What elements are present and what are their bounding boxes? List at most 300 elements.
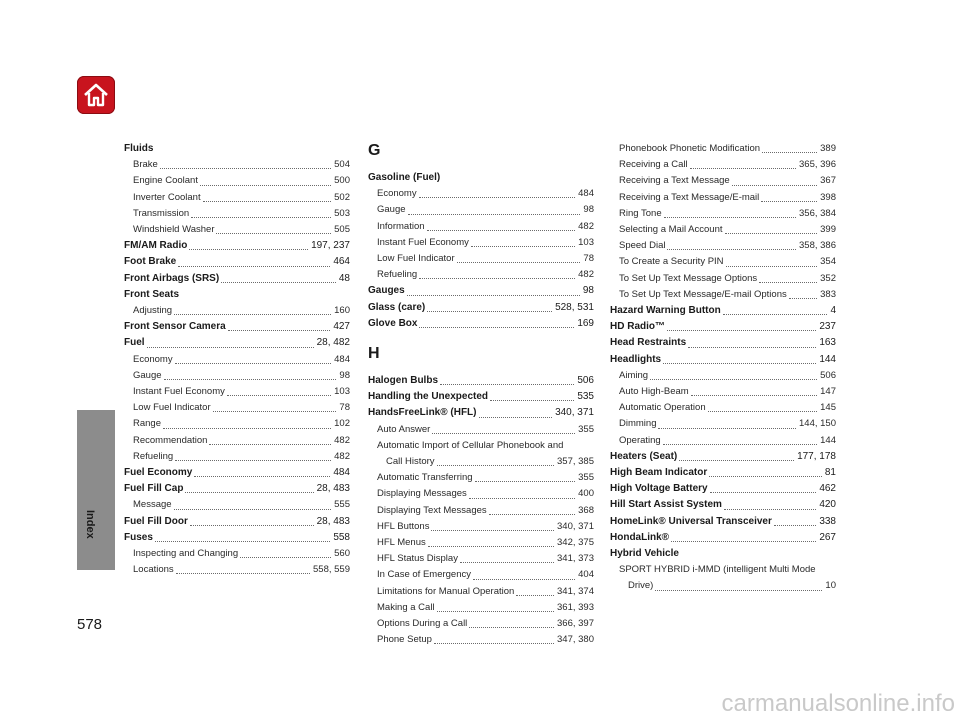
index-subentry[interactable] (610, 562, 836, 578)
entry-text: Gasoline (Fuel) (368, 172, 441, 183)
entry-text: Front Sensor Camera (124, 321, 226, 333)
entry-text: HondaLink® (610, 531, 670, 543)
page-reference[interactable]: 484 (578, 188, 594, 200)
page-reference[interactable]: 177, 178 (797, 450, 836, 462)
page-reference[interactable]: 500 (334, 175, 350, 187)
page-reference[interactable]: 535 (577, 391, 594, 403)
page-reference[interactable]: 197, 237 (311, 240, 350, 252)
index-subentry[interactable] (124, 416, 350, 432)
entry-text: Transmission (133, 207, 190, 219)
entry-text: Economy (133, 353, 173, 365)
entry-text: Automatic Transferring (377, 472, 473, 484)
dot-leader (419, 197, 576, 198)
page-reference[interactable]: 78 (583, 253, 594, 265)
dot-leader (457, 262, 581, 263)
index-subentry[interactable] (610, 433, 836, 449)
index-entry[interactable] (124, 319, 350, 335)
index-subentry[interactable] (610, 157, 836, 173)
dot-leader (428, 546, 554, 547)
page-reference[interactable]: 389 (820, 143, 836, 154)
index-subentry[interactable] (368, 438, 594, 454)
page-reference[interactable]: 404 (578, 569, 594, 581)
index-subentry[interactable] (610, 254, 836, 270)
index-subentry[interactable] (368, 235, 594, 251)
dot-leader (419, 278, 575, 279)
page-reference[interactable]: 28, 483 (316, 515, 350, 527)
dot-leader (164, 379, 337, 380)
entry-text: High Beam Indicator (610, 467, 708, 479)
entry-text: Engine Coolant (133, 175, 198, 187)
index-subentry[interactable] (610, 400, 836, 416)
index-side-tab-label: Index (84, 510, 96, 539)
index-subentry[interactable] (610, 206, 836, 222)
dot-leader (437, 465, 554, 466)
entry-text: Inverter Coolant (133, 191, 201, 203)
dot-leader (185, 492, 313, 493)
dot-leader (460, 562, 554, 563)
entry-text: Speed Dial (619, 240, 666, 252)
dot-leader (708, 411, 818, 412)
page-reference[interactable]: 144 (819, 353, 836, 365)
entry-text: Instant Fuel Economy (133, 386, 225, 398)
entry-text: Fuel Fill Cap (124, 483, 184, 495)
entry-text: Windshield Washer (133, 224, 215, 236)
dot-leader (691, 395, 817, 396)
index-subentry[interactable] (368, 202, 594, 218)
page-reference[interactable]: 103 (578, 236, 594, 248)
dot-leader (227, 395, 331, 396)
entry-text: Fuel Economy (124, 467, 193, 479)
index-subentry[interactable] (124, 190, 350, 206)
index-column-1 (124, 141, 350, 578)
index-subentry[interactable] (368, 567, 594, 583)
index-subentry[interactable] (124, 368, 350, 384)
page-reference[interactable]: 98 (583, 204, 594, 216)
page-reference[interactable]: 482 (334, 434, 350, 446)
index-entry[interactable] (610, 481, 836, 497)
entry-text: FM/AM Radio (124, 240, 188, 252)
index-subentry[interactable] (610, 416, 836, 432)
index-subentry[interactable] (610, 368, 836, 384)
page-reference[interactable]: 267 (819, 531, 836, 543)
page-reference[interactable]: 144, 150 (799, 418, 836, 430)
entry-text: Ring Tone (619, 207, 662, 219)
entry-text: Front Seats (124, 288, 180, 300)
entry-text: Hazard Warning Button (610, 305, 721, 317)
entry-text: Adjusting (133, 305, 173, 317)
dot-leader (469, 627, 554, 628)
entry-text: Locations (133, 564, 174, 576)
entry-text: Call History (386, 456, 435, 468)
index-subentry[interactable] (610, 238, 836, 254)
entry-text: Receiving a Text Message/E-mail (619, 191, 760, 203)
entry-text: Inspecting and Changing (133, 548, 239, 560)
page-reference[interactable]: 28, 482 (316, 337, 350, 349)
index-entry[interactable] (610, 303, 836, 319)
index-entry[interactable] (124, 141, 350, 157)
index-subentry[interactable] (124, 173, 350, 189)
entry-text: Halogen Bulbs (368, 375, 439, 387)
entry-text: Auto Answer (377, 423, 431, 435)
dot-leader (688, 347, 816, 348)
page-reference[interactable]: 354 (820, 256, 836, 268)
dot-leader (671, 541, 816, 542)
page-reference[interactable]: 356, 384 (799, 207, 836, 219)
dot-leader (213, 411, 337, 412)
dot-leader (667, 330, 816, 331)
index-subentry[interactable] (124, 449, 350, 465)
entry-text: In Case of Emergency (377, 569, 471, 581)
entry-text: Making a Call (377, 601, 435, 613)
dot-leader (723, 314, 828, 315)
page-reference[interactable]: 81 (824, 467, 836, 479)
home-button[interactable] (77, 76, 115, 114)
index-entry[interactable] (368, 170, 594, 186)
dot-leader (762, 152, 817, 153)
page-reference[interactable]: 400 (578, 488, 594, 500)
page-reference[interactable]: 341, 374 (557, 585, 594, 597)
index-subentry[interactable] (610, 190, 836, 206)
dot-leader (209, 444, 331, 445)
page-reference[interactable]: 341, 373 (557, 553, 594, 565)
page-reference[interactable]: 145 (820, 402, 836, 414)
page-reference[interactable]: 102 (334, 418, 350, 430)
dot-leader (475, 481, 576, 482)
index-subentry[interactable] (124, 546, 350, 562)
page-reference[interactable]: 10 (825, 580, 836, 592)
entry-text: Hill Start Assist System (610, 499, 722, 511)
page-reference[interactable]: 365, 396 (799, 159, 836, 171)
dot-leader (431, 530, 554, 531)
dot-leader (479, 417, 553, 418)
dot-leader (175, 363, 332, 364)
entry-text: To Set Up Text Message/E-mail Options (619, 288, 787, 300)
page-reference[interactable]: 352 (820, 272, 836, 284)
page-reference[interactable]: 361, 393 (557, 601, 594, 613)
page-reference[interactable]: 78 (339, 402, 350, 414)
index-entry[interactable] (610, 514, 836, 530)
entry-text: Automatic Import of Cellular Phonebook and (377, 439, 564, 451)
index-entry[interactable] (610, 465, 836, 481)
entry-text: Heaters (Seat) (610, 450, 678, 462)
page-reference[interactable]: 237 (819, 321, 836, 333)
index-subentry[interactable] (124, 433, 350, 449)
entry-text: Front Airbags (SRS) (124, 272, 220, 284)
entry-text: HFL Menus (377, 537, 426, 549)
page-reference[interactable]: 355 (578, 423, 594, 435)
dot-leader (407, 295, 580, 296)
dot-leader (469, 498, 575, 499)
index-subentry[interactable] (124, 157, 350, 173)
entry-text: HD Radio™ (610, 321, 665, 333)
index-subentry[interactable] (124, 222, 350, 238)
dot-leader (663, 363, 816, 364)
entry-text: Headlights (610, 353, 662, 365)
dot-leader (427, 311, 552, 312)
entry-text: Automatic Operation (619, 402, 706, 414)
page-reference[interactable]: 427 (333, 321, 350, 333)
watermark: carmanualsonline.info (721, 690, 955, 717)
index-subentry[interactable] (368, 584, 594, 600)
index-entry[interactable] (368, 405, 594, 421)
page-reference[interactable]: 462 (819, 483, 836, 495)
dot-leader (490, 400, 574, 401)
page-reference[interactable]: 347, 380 (557, 634, 594, 646)
dot-leader (658, 428, 796, 429)
index-entry[interactable] (124, 238, 350, 254)
dot-leader (437, 611, 554, 612)
page-reference[interactable]: 98 (339, 369, 350, 381)
page-reference[interactable]: 558 (333, 531, 350, 543)
entry-text: Aiming (619, 369, 649, 381)
dot-leader (194, 476, 330, 477)
entry-text: Phonebook Phonetic Modification (619, 143, 761, 154)
page-reference[interactable]: 399 (820, 224, 836, 236)
index-subentry[interactable] (368, 470, 594, 486)
page-reference[interactable]: 482 (334, 450, 350, 462)
page-reference[interactable]: 482 (578, 269, 594, 281)
page-reference[interactable]: 160 (334, 305, 350, 317)
entry-text: Hybrid Vehicle (610, 548, 679, 560)
dot-leader (203, 201, 332, 202)
entry-text: Instant Fuel Economy (377, 236, 469, 248)
index-subentry[interactable] (124, 562, 350, 578)
index-side-tab[interactable] (77, 410, 115, 570)
index-subentry[interactable] (124, 497, 350, 513)
index-subentry[interactable] (610, 222, 836, 238)
entry-text: Drive) (628, 580, 654, 592)
dot-leader (667, 249, 796, 250)
entry-text: Low Fuel Indicator (377, 253, 455, 265)
page-reference[interactable]: 484 (334, 353, 350, 365)
dot-leader (200, 185, 331, 186)
entry-text: Operating (619, 434, 661, 446)
page-reference[interactable]: 366, 397 (557, 618, 594, 630)
dot-leader (147, 347, 314, 348)
index-subentry[interactable] (610, 287, 836, 303)
dot-leader (679, 460, 794, 461)
page-reference[interactable]: 555 (334, 499, 350, 511)
dot-leader (473, 579, 575, 580)
index-entry[interactable] (610, 530, 836, 546)
dot-leader (216, 233, 331, 234)
index-entry[interactable] (368, 300, 594, 316)
index-subentry[interactable] (368, 186, 594, 202)
index-entry[interactable] (368, 283, 594, 299)
entry-text: HomeLink® Universal Transceiver (610, 515, 772, 527)
dot-leader (419, 327, 574, 328)
entry-text: Displaying Messages (377, 488, 467, 500)
dot-leader (650, 379, 817, 380)
dot-leader (759, 282, 817, 283)
index-entry[interactable] (124, 335, 350, 351)
index-subentry[interactable] (124, 400, 350, 416)
index-entry[interactable] (124, 481, 350, 497)
entry-text: Range (133, 418, 161, 430)
index-subentry[interactable] (124, 206, 350, 222)
index-subentry[interactable] (368, 600, 594, 616)
index-subentry[interactable] (368, 422, 594, 438)
page-reference[interactable]: 505 (334, 224, 350, 236)
entry-text: Brake (133, 159, 158, 171)
dot-leader (440, 384, 574, 385)
index-entry[interactable] (124, 465, 350, 481)
page-reference[interactable]: 558, 559 (313, 564, 350, 576)
dot-leader (163, 428, 331, 429)
entry-text: Information (377, 220, 425, 232)
index-subentry[interactable] (610, 271, 836, 287)
page-reference[interactable]: 482 (578, 220, 594, 232)
dot-leader (516, 595, 554, 596)
section-letter-h: H (368, 345, 380, 363)
dot-leader (774, 525, 816, 526)
page-reference[interactable]: 484 (333, 467, 350, 479)
index-subentry[interactable] (610, 384, 836, 400)
index-subentry[interactable] (368, 503, 594, 519)
entry-text: To Set Up Text Message Options (619, 272, 758, 284)
page-reference[interactable]: 103 (334, 386, 350, 398)
page-reference[interactable]: 502 (334, 191, 350, 203)
page-reference[interactable]: 398 (820, 191, 836, 203)
dot-leader (690, 168, 796, 169)
page-reference[interactable]: 4 (830, 305, 836, 317)
page-reference[interactable]: 355 (578, 472, 594, 484)
dot-leader (434, 643, 554, 644)
index-entry[interactable] (610, 319, 836, 335)
entry-text: Refueling (377, 269, 418, 281)
entry-text: Limitations for Manual Operation (377, 585, 515, 597)
index-subentry[interactable] (124, 352, 350, 368)
index-entry[interactable] (124, 254, 350, 270)
dot-leader (732, 185, 817, 186)
dot-leader (174, 314, 331, 315)
index-subentry[interactable] (368, 535, 594, 551)
dot-leader (190, 525, 314, 526)
entry-text: Receiving a Text Message (619, 175, 730, 187)
index-subentry[interactable] (368, 551, 594, 567)
page-reference[interactable]: 504 (334, 159, 350, 171)
dot-leader (432, 433, 575, 434)
page-reference[interactable]: 528, 531 (555, 301, 594, 313)
index-subentry[interactable] (610, 578, 836, 594)
entry-text: Gauges (368, 285, 405, 297)
page-reference[interactable]: 506 (577, 375, 594, 387)
page-reference[interactable]: 368 (578, 504, 594, 516)
page-reference[interactable]: 144 (820, 434, 836, 446)
index-entry[interactable] (124, 514, 350, 530)
entry-text: Economy (377, 188, 417, 200)
index-subentry[interactable] (368, 616, 594, 632)
dot-leader (725, 233, 818, 234)
page-reference[interactable]: 383 (820, 288, 836, 300)
index-subentry[interactable] (610, 141, 836, 157)
entry-text: Message (133, 499, 172, 511)
page-reference[interactable]: 560 (334, 548, 350, 560)
dot-leader (655, 590, 822, 591)
entry-text: Fluids (124, 143, 154, 154)
index-column-2 (368, 141, 594, 648)
index-column-3 (610, 141, 836, 595)
index-entry[interactable] (368, 373, 594, 389)
page-reference[interactable]: 340, 371 (555, 407, 594, 419)
index-entry[interactable] (610, 335, 836, 351)
dot-leader (761, 201, 817, 202)
index-entry[interactable] (124, 287, 350, 303)
page-reference[interactable]: 506 (820, 369, 836, 381)
entry-text: Handling the Unexpected (368, 391, 489, 403)
entry-text: Auto High-Beam (619, 386, 689, 398)
index-entry[interactable] (610, 449, 836, 465)
dot-leader (228, 330, 331, 331)
entry-text: Refueling (133, 450, 174, 462)
dot-leader (189, 249, 308, 250)
dot-leader (155, 541, 330, 542)
page-reference[interactable]: 342, 375 (557, 537, 594, 549)
dot-leader (663, 444, 817, 445)
index-entry[interactable] (610, 352, 836, 368)
page-reference[interactable]: 98 (582, 285, 594, 297)
page-reference[interactable]: 169 (577, 317, 594, 329)
dot-leader (174, 509, 332, 510)
page-reference[interactable]: 503 (334, 207, 350, 219)
index-subentry[interactable] (610, 173, 836, 189)
entry-text: Head Restraints (610, 337, 687, 349)
page-reference[interactable]: 338 (819, 515, 836, 527)
entry-text: Recommendation (133, 434, 208, 446)
index-subentry[interactable] (368, 519, 594, 535)
dot-leader (709, 476, 822, 477)
page-reference[interactable]: 357, 385 (557, 456, 594, 468)
index-subentry[interactable] (124, 384, 350, 400)
index-entry[interactable] (610, 546, 836, 562)
index-subentry[interactable] (368, 632, 594, 648)
entry-text: Gauge (133, 369, 162, 381)
dot-leader (175, 460, 331, 461)
index-subentry[interactable] (368, 219, 594, 235)
dot-leader (664, 217, 796, 218)
index-subentry[interactable] (368, 486, 594, 502)
index-entry[interactable] (124, 271, 350, 287)
index-subentry[interactable] (368, 267, 594, 283)
page-reference[interactable]: 147 (820, 386, 836, 398)
page-reference[interactable]: 464 (333, 256, 350, 268)
dot-leader (408, 214, 581, 215)
page-reference[interactable]: 367 (820, 175, 836, 187)
index-entry[interactable] (124, 530, 350, 546)
page-reference[interactable]: 340, 371 (557, 520, 594, 532)
index-subentry[interactable] (368, 251, 594, 267)
dot-leader (471, 246, 575, 247)
dot-leader (710, 492, 817, 493)
page-reference[interactable]: 420 (819, 499, 836, 511)
page-reference[interactable]: 358, 386 (799, 240, 836, 252)
entry-text: High Voltage Battery (610, 483, 708, 495)
index-entry[interactable] (610, 497, 836, 513)
index-entry[interactable] (368, 316, 594, 332)
dot-leader (176, 573, 310, 574)
index-subentry[interactable] (124, 303, 350, 319)
page-reference[interactable]: 163 (819, 337, 836, 349)
index-subentry[interactable] (368, 454, 594, 470)
entry-text: Displaying Text Messages (377, 504, 487, 516)
page-reference[interactable]: 28, 483 (316, 483, 350, 495)
page-reference[interactable]: 48 (338, 272, 350, 284)
dot-leader (160, 168, 331, 169)
index-entry[interactable] (368, 389, 594, 405)
dot-leader (240, 557, 331, 558)
section-letter-g: G (368, 142, 381, 159)
entry-text: HandsFreeLink® (HFL) (368, 407, 477, 419)
